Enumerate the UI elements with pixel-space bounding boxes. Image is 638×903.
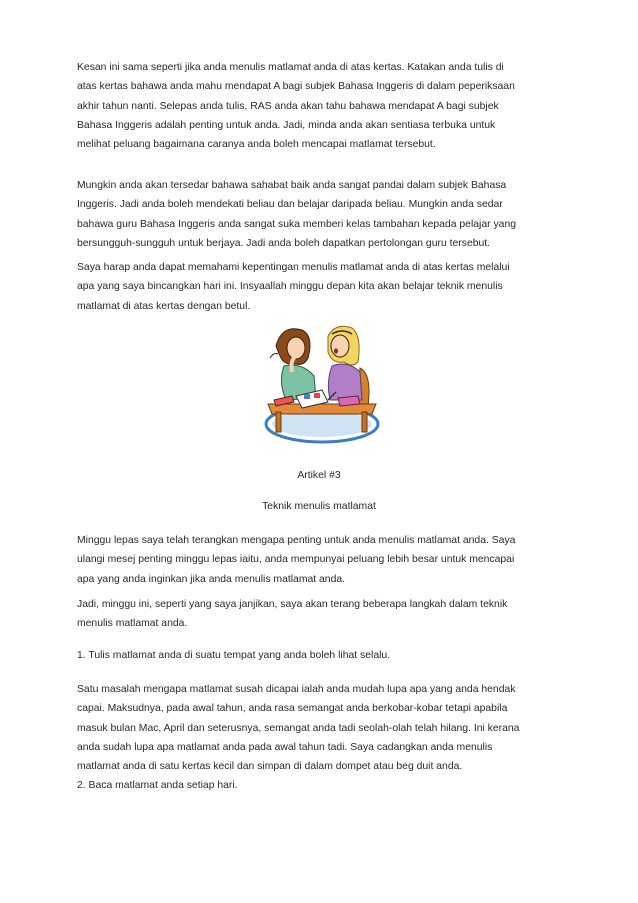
text-line: Mungkin anda akan tersedar bahawa sahabat baik anda sangat pandai dalam subjek Bahasa [77,180,507,191]
paragraph-6 [77,680,567,776]
text-line: ulangi mesej penting minggu lepas iaitu, anda mempunyai peluang lebih besar untuk mencapai [77,554,515,566]
paragraph-4 [77,531,567,589]
paragraph-3 [77,258,567,316]
text-line: bahawa guru Bahasa Inggeris anda sangat suka memberi kelas tambahan kepada pelajar yang [77,218,517,230]
text-line: bersungguh-sungguh untuk berjaya. Jadi anda boleh dapatkan pertolongan guru tersebut. [77,237,491,249]
text-line: Inggeris. Jadi anda boleh mendekati beliau dan belajar daripada beliau. Mungkin anda sedar [77,199,503,211]
text-line: apa yang anda inginkan jika anda menulis matlamat anda. [77,573,346,585]
text-line: capai. Maksudnya, pada awal tahun, anda rasa semangat anda berkobar-kobar tetapi apabila [77,703,508,715]
text-line: apa yang saya bincangkan hari ini. Insyaallah minggu depan kita akan belajar teknik menulis [77,281,503,293]
text-line: anda sudah lupa apa matlamat anda pada awal tahun tadi. Saya cadangkan anda menulis [77,741,493,753]
text-line: menulis matlamat anda. [77,618,188,630]
paragraph-5 [77,595,567,634]
text-line: masuk bulan Mac, April dan seterusnya, semangat anda tadi seolah-olah telah hilang. Ini kerana [77,722,520,734]
text-line: Saya harap anda dapat memahami kepentingan menulis matlamat anda di atas kertas melalui [77,262,510,273]
text-line: matlamat di atas kertas dengan betul. [77,300,251,312]
text-line: akhir tahun nanti. Selepas anda tulis, RAS anda akan tahu bahawa mendapat A bagi subjek [77,100,499,112]
list-item-2 [77,776,567,795]
text-line: Minggu lepas saya telah terangkan mengapa penting untuk anda menulis matlamat anda. Saya [77,535,516,546]
paragraph-2 [77,176,567,253]
paragraph-1 [77,58,567,154]
text-line: matlamat anda di satu kertas kecil dan simpan di dalam dompet atau beg duit anda. [77,761,463,773]
text-line: melihat peluang bagaimana caranya anda boleh mencapai matlamat tersebut. [77,139,436,151]
article-number: Artikel #3 [297,470,341,481]
list-item-1 [77,646,567,665]
text-line: atas kertas bahawa anda mahu mendapat A bagi subjek Bahasa Inggeris di dalam peperiksaan [77,81,515,93]
text-line: Satu masalah mengapa matlamat susah dicapai ialah anda mudah lupa apa yang anda hendak [77,684,516,695]
text-line: 2. Baca matlamat anda setiap hari. [77,780,238,791]
text-line: 1. Tulis matlamat anda di suatu tempat yang anda boleh lihat selalu. [77,650,391,661]
text-line: Kesan ini sama seperti jika anda menulis matlamat anda di atas kertas. Katakan anda tulis di [77,62,504,73]
two-girls-studying-icon [262,322,382,448]
text-line: Jadi, minggu ini, seperti yang saya janjikan, saya akan terang beberapa langkah dalam teknik [77,599,508,610]
article-title: Teknik menulis matlamat [262,501,376,512]
text-line: Bahasa Inggeris adalah penting untuk anda. Jadi, minda anda akan sentiasa terbuka untuk [77,119,496,131]
